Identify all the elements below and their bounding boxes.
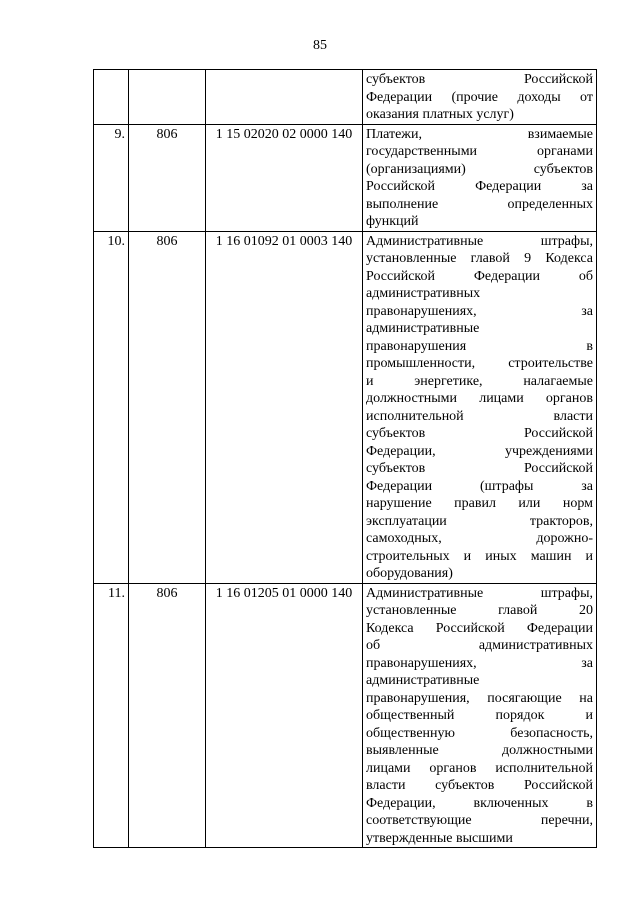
- revenue-name-line: субъектов Российской: [366, 72, 593, 87]
- revenue-name-line: должностными лицами органов: [366, 391, 593, 406]
- page-number: 85: [313, 38, 327, 53]
- revenue-name-line: Федерации (прочие доходы от: [366, 89, 593, 105]
- revenue-name-line: самоходных, дорожно-: [366, 531, 593, 546]
- revenue-name-line: правонарушения, посягающие на: [366, 690, 593, 706]
- revenue-name-line: Российской Федерации об: [366, 268, 593, 284]
- row-number-cell: 10.: [94, 231, 129, 583]
- revenue-name-line: эксплуатации тракторов,: [366, 513, 593, 529]
- revenue-name-line: промышленности, строительстве: [366, 356, 593, 371]
- revenue-name-line: функций: [366, 214, 419, 229]
- administrator-code-cell: [129, 70, 206, 125]
- revenue-name-line: оборудования): [366, 566, 453, 581]
- table-row: [94, 124, 597, 231]
- budget-classification-code-cell: 1 15 02020 02 0000 140: [206, 124, 363, 231]
- revenue-name-line: правонарушениях, за: [366, 655, 593, 671]
- administrator-code-cell: 806: [129, 124, 206, 231]
- revenue-name-line: установленные главой 9 Кодекса: [366, 251, 593, 266]
- revenue-name-line: Административные штрафы,: [366, 585, 593, 601]
- revenue-name-line: соответствующие перечни,: [366, 813, 593, 828]
- revenue-name-line: строительных и иных машин и: [366, 548, 593, 564]
- revenue-name-line: субъектов Российской: [366, 461, 593, 476]
- revenue-name-line: утвержденные высшими: [366, 830, 513, 846]
- revenue-name-line: Кодекса Российской Федерации: [366, 620, 593, 636]
- revenue-name-line: исполнительной власти: [366, 408, 593, 424]
- row-number-cell: 9.: [94, 124, 129, 231]
- revenue-name-line: нарушение правил или норм: [366, 496, 593, 511]
- revenue-name-line: (организациями) субъектов: [366, 161, 593, 177]
- revenue-name-line: лицами органов исполнительной: [366, 760, 593, 776]
- revenue-name-line: Российской Федерации за: [366, 179, 593, 194]
- revenue-name-cell: [363, 583, 597, 848]
- revenue-name-line: установленные главой 20: [366, 603, 593, 618]
- budget-classification-code-cell: 1 16 01205 01 0000 140: [206, 583, 363, 848]
- revenue-name-line: общественную безопасность,: [366, 725, 593, 741]
- revenue-classification-table: [93, 69, 597, 848]
- table-row: [94, 231, 597, 583]
- revenue-name-cell: [363, 124, 597, 231]
- revenue-name-cell: [363, 70, 597, 125]
- revenue-name-line: об административных: [366, 638, 593, 653]
- table-row: [94, 70, 597, 125]
- table-row: [94, 583, 597, 848]
- administrator-code-cell: 806: [129, 583, 206, 848]
- administrator-code-cell: 806: [129, 231, 206, 583]
- revenue-name-line: Платежи, взимаемые: [366, 126, 593, 142]
- revenue-name-line: и энергетике, налагаемые: [366, 373, 593, 389]
- revenue-name-cell: [363, 231, 597, 583]
- revenue-name-line: субъектов Российской: [366, 426, 593, 441]
- revenue-name-line: административные: [366, 673, 480, 688]
- revenue-name-line: оказания платных услуг): [366, 107, 514, 122]
- revenue-name-line: правонарушениях, за: [366, 303, 593, 319]
- revenue-name-line: Федерации, учреждениями: [366, 443, 593, 459]
- revenue-name-line: государственными органами: [366, 144, 593, 159]
- budget-classification-code-cell: [206, 70, 363, 125]
- revenue-name-line: правонарушения в: [366, 338, 593, 354]
- revenue-name-line: административных: [366, 286, 481, 301]
- revenue-name-line: общественный порядок и: [366, 708, 593, 723]
- budget-classification-code-cell: 1 16 01092 01 0003 140: [206, 231, 363, 583]
- revenue-name-line: выполнение определенных: [366, 196, 593, 212]
- revenue-name-line: власти субъектов Российской: [366, 778, 593, 793]
- row-number-cell: [94, 70, 129, 125]
- row-number-cell: 11.: [94, 583, 129, 848]
- revenue-name-line: Административные штрафы,: [366, 233, 593, 249]
- revenue-name-line: Федерации, включенных в: [366, 795, 593, 811]
- revenue-name-line: административные: [366, 321, 480, 336]
- revenue-name-line: Федерации (штрафы за: [366, 478, 593, 494]
- revenue-name-line: выявленные должностными: [366, 743, 593, 758]
